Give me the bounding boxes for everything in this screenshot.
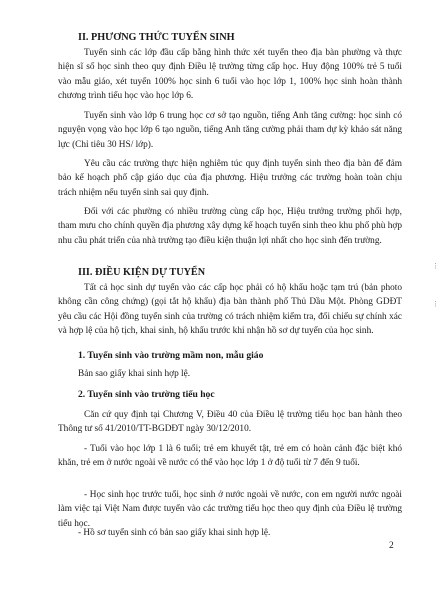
- paragraph-legal-basis: [58, 408, 402, 437]
- paragraph-text: Yêu cầu các trường thực hiện nghiêm túc quy định tuyển sinh theo địa bàn để đảm bảo kế hoạch phổ cập giáo dục của địa phương. Hiệu trưởng các trường hoàn toàn chịu trách nhiệm nếu tuyển sinh sai quy định.: [58, 159, 402, 198]
- paragraph-text: Tuyển sinh các lớp đầu cấp bằng hình thức xét tuyển theo địa bàn phường và thực hiện sĩ số học sinh theo quy định Điều lệ trường từng cấp học. Huy động 100% trẻ 5 tuổi vào mẫu giáo, xét tuyển 100% học sinh 6 tuổi vào học lớp 1, 100% học sinh hoàn thành chương trình tiểu học vào học lớp 6.: [58, 48, 402, 102]
- paragraph-residence-requirement: [58, 281, 402, 339]
- paragraph-text: Căn cứ quy định tại Chương V, Điều 40 của Điều lệ trường tiểu học ban hành theo Thông tư số 41/2010/TT-BGDĐT ngày 30/12/2010.: [58, 410, 402, 435]
- paragraph-school-requirements: [58, 157, 402, 200]
- subheading-primary: 2. Tuyển sinh vào trường tiểu học: [78, 389, 215, 400]
- scan-margin-mark: ⋮: [432, 262, 439, 270]
- page-number: 2: [389, 541, 394, 551]
- preschool-requirement: Bản sao giấy khai sinh hợp lệ.: [78, 369, 191, 379]
- paragraph-grade6-admission: [58, 109, 402, 152]
- paragraph-multi-school-wards: [58, 205, 402, 248]
- paragraph-early-foreign: [58, 488, 402, 531]
- paragraph-text: Tuyển sinh vào lớp 6 trung học cơ sở tạo nguồn, tiếng Anh tăng cường: học sinh có nguyện vọng vào học lớp 6 tạo nguồn, tiếng Anh tăng cường phải tham dự kỳ khảo sát năng lực (Chỉ tiêu 30 HS/ lớp).: [58, 111, 402, 150]
- paragraph-admission-form: [58, 46, 402, 104]
- section-heading-admission-method: II. PHƯƠNG THỨC TUYỂN SINH: [78, 32, 235, 43]
- paragraph-birth-certificate: - Hồ sơ tuyển sinh có bản sao giấy khai sinh hợp lệ.: [78, 528, 271, 538]
- section-heading-admission-conditions: III. ĐIỀU KIỆN DỰ TUYỂN: [78, 267, 206, 278]
- scan-margin-mark: ⋮: [432, 300, 439, 308]
- paragraph-age-rule: [58, 442, 402, 471]
- subheading-preschool: 1. Tuyển sinh vào trường mầm non, mẫu giáo: [78, 350, 264, 361]
- paragraph-text: Đối với các phường có nhiều trường cùng cấp học, Hiệu trưởng trường phối hợp, tham mưu cho chính quyền địa phương xây dựng kế hoạch tuyển sinh theo khu phố phù hợp nhu cầu phát triển của nhà trường tạo điều kiện thuận lợi nhất cho học sinh đến trường.: [58, 207, 402, 246]
- paragraph-text: - Tuổi vào học lớp 1 là 6 tuổi; trẻ em khuyết tật, trẻ em có hoàn cảnh đặc biệt khó khăn, trẻ em ở nước ngoài về nước có thể vào học lớp 1 ở độ tuổi từ 7 đến 9 tuổi.: [58, 444, 402, 469]
- paragraph-text: Tất cả học sinh dự tuyển vào các cấp học phải có hộ khẩu hoặc tạm trú (bản photo không cần công chứng) (gọi tắt hộ khẩu) địa bàn thành phố Thủ Dầu Một. Phòng GDĐT yêu cầu các Hội đồng tuyển sinh của trường có trách nhiệm kiểm tra, đối chiếu sự chính xác và hợp lệ của hộ tịch, khai sinh, hộ khẩu trước khi nhận hồ sơ dự tuyển của học sinh.: [58, 283, 402, 337]
- paragraph-text: - Học sinh học trước tuổi, học sinh ở nước ngoài về nước, con em người nước ngoài làm việc tại Việt Nam được tuyển vào các trường tiểu học theo quy định của Điều lệ trường tiểu học.: [58, 490, 402, 529]
